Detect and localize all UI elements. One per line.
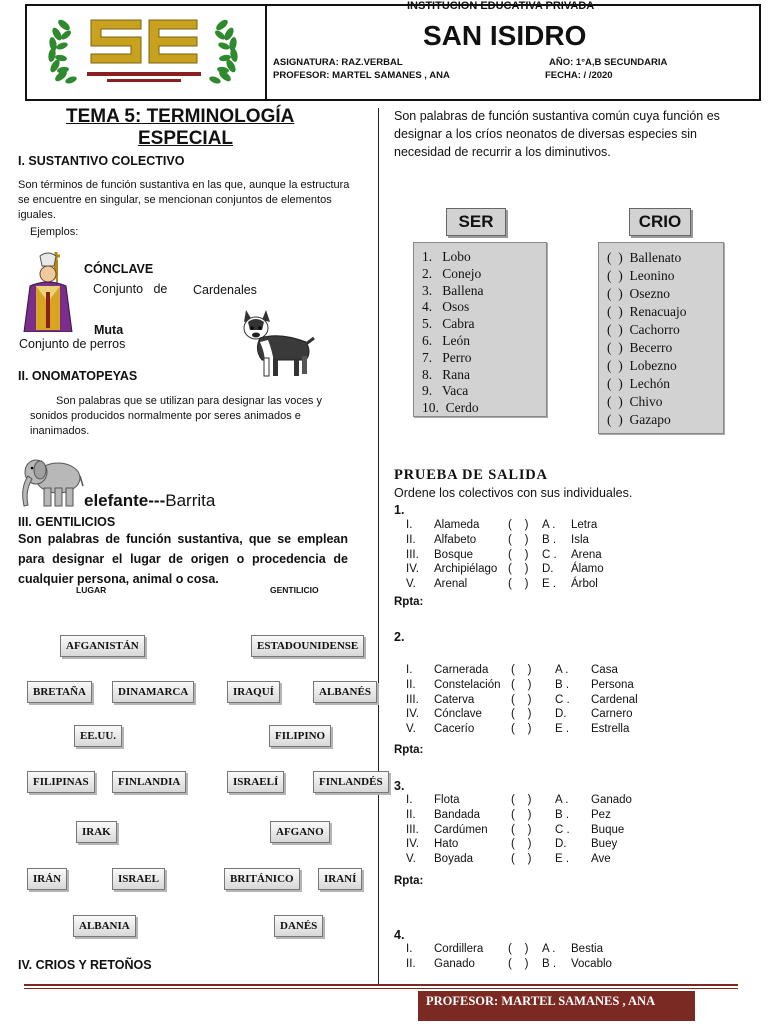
collective-word: Bandada xyxy=(434,808,481,821)
roman-numeral: II. xyxy=(406,678,416,691)
crio-item: ( ) Chivo xyxy=(607,394,663,409)
roman-numeral: I. xyxy=(406,943,413,955)
answer-blank: ( ) xyxy=(511,708,532,721)
gentilicio-box: DANÉS xyxy=(274,915,323,937)
example2-word: Muta xyxy=(94,323,124,337)
collective-word: Flota xyxy=(434,794,460,806)
individual-word: Ave xyxy=(591,853,611,866)
header-box xyxy=(25,0,761,101)
place-box: BRETAÑA xyxy=(27,681,92,703)
elephant-figure-icon xyxy=(18,454,84,510)
collective-word: Constelación xyxy=(434,678,501,691)
answer-blank: ( ) xyxy=(511,823,532,836)
example1-word: CÓNCLAVE xyxy=(84,262,154,276)
example1-definition-a: Conjunto de xyxy=(93,282,168,296)
answer-blank: ( ) xyxy=(511,838,532,851)
answer-blank: ( ) xyxy=(508,563,529,576)
answer-blank: ( ) xyxy=(511,664,532,676)
collective-word: Cónclave xyxy=(434,708,482,721)
answer-blank: ( ) xyxy=(511,693,532,706)
column-divider xyxy=(378,108,379,984)
roman-numeral: II. xyxy=(406,957,416,970)
roman-numeral: III. xyxy=(406,823,419,836)
section4-heading: IV. CRIOS Y RETOÑOS xyxy=(18,958,152,972)
answer-blank: ( ) xyxy=(508,578,529,591)
gentilicio-box: ALBANÉS xyxy=(313,681,377,703)
individual-word: Letra xyxy=(571,519,598,531)
collective-word: Hato xyxy=(434,838,459,851)
gentilicio-box: AFGANO xyxy=(270,821,330,843)
crio-item: ( ) Leonino xyxy=(607,268,675,283)
individual-word: Carnero xyxy=(591,708,633,721)
ser-item: 9. Vaca xyxy=(422,383,469,399)
footer-line-thin xyxy=(24,988,738,989)
ser-item: 6. León xyxy=(422,332,470,348)
option-letter: B . xyxy=(542,957,557,970)
individual-word: Estrella xyxy=(591,723,630,736)
option-letter: B . xyxy=(542,533,557,546)
gentilicio-box: FILIPINO xyxy=(269,725,331,747)
roman-numeral: I. xyxy=(406,519,413,531)
roman-numeral: II. xyxy=(406,808,416,821)
place-box: FILIPINAS xyxy=(27,771,95,793)
option-letter: B . xyxy=(555,678,570,691)
date-label: FECHA: / /2020 xyxy=(545,70,613,81)
onomatopoeia-example xyxy=(84,491,215,511)
roman-numeral: IV. xyxy=(406,708,420,721)
collective-word: Cardúmen xyxy=(434,823,488,836)
answer-blank: ( ) xyxy=(511,723,532,736)
year-label: AÑO: 1°A,B SECUNDARIA xyxy=(549,57,668,68)
school-type: INSTITUCION EDUCATIVA PRIVADA xyxy=(407,0,595,12)
ser-item: 10. Cerdo xyxy=(422,400,479,416)
roman-numeral: V. xyxy=(406,853,416,866)
crio-item: ( ) Gazapo xyxy=(607,412,671,427)
option-letter: D. xyxy=(555,708,567,721)
footer-teacher-banner: PROFESOR: MARTEL SAMANES , ANA xyxy=(418,991,695,1021)
collective-word: Cacerío xyxy=(434,723,475,736)
option-letter: E . xyxy=(542,578,557,591)
individual-word: Buey xyxy=(591,838,618,851)
examples-label: Ejemplos: xyxy=(30,226,79,238)
individual-word: Pez xyxy=(591,808,611,821)
option-letter: E . xyxy=(555,723,570,736)
individual-word: Buque xyxy=(591,823,625,836)
answer-blank: ( ) xyxy=(508,548,529,561)
individual-word: Isla xyxy=(571,533,589,546)
collective-word: Boyada xyxy=(434,853,474,866)
option-letter: A . xyxy=(542,519,556,531)
footer-line xyxy=(24,984,738,986)
crio-item: ( ) Cachorro xyxy=(607,322,680,337)
column-gentilicio-label: GENTILICIO xyxy=(270,585,319,595)
logo-emblem-icon xyxy=(27,6,263,99)
crio-item: ( ) Ballenato xyxy=(607,250,682,265)
place-box: IRAK xyxy=(76,821,117,843)
option-letter: D. xyxy=(555,838,567,851)
ser-item: 2. Conejo xyxy=(422,265,482,281)
place-box: DINAMARCA xyxy=(112,681,194,703)
answer-blank: ( ) xyxy=(511,794,532,806)
gentilicio-box: FINLANDÉS xyxy=(313,771,389,793)
answer-blank: ( ) xyxy=(511,853,532,866)
option-letter: C . xyxy=(555,823,570,836)
exercise-number: 3. xyxy=(394,779,405,793)
subject-label: ASIGNATURA: RAZ.VERBAL xyxy=(273,57,403,68)
individual-word: Cardenal xyxy=(591,693,638,706)
individual-word: Arena xyxy=(571,548,602,561)
section2-heading: II. ONOMATOPEYAS xyxy=(18,369,138,383)
individual-word: Casa xyxy=(591,664,618,676)
place-box: ALBANIA xyxy=(73,915,136,937)
answer-blank: ( ) xyxy=(508,519,529,531)
collective-word: Carnerada xyxy=(434,664,489,676)
roman-numeral: III. xyxy=(406,693,419,706)
gentilicio-box: BRITÁNICO xyxy=(224,868,300,890)
answer-label: Rpta: xyxy=(394,596,424,608)
crio-item: ( ) Lechón xyxy=(607,376,670,391)
answer-label: Rpta: xyxy=(394,875,424,887)
option-letter: A . xyxy=(555,794,569,806)
collective-word: Cordillera xyxy=(434,943,484,955)
topic-title-line2: ESPECIAL xyxy=(138,128,234,149)
crio-item: ( ) Osezno xyxy=(607,286,670,301)
exercise-number: 2. xyxy=(394,630,405,644)
option-letter: D. xyxy=(542,563,554,576)
gentilicio-box: IRANÍ xyxy=(318,868,362,890)
roman-numeral: V. xyxy=(406,723,416,736)
option-letter: B . xyxy=(555,808,570,821)
ser-item: 5. Cabra xyxy=(422,316,475,332)
section1-text: Son términos de función sustantiva en las que, aunque la estructura se encuentre en singular, se mencionan conjuntos de elementos iguales. xyxy=(18,179,350,221)
option-letter: C . xyxy=(555,693,570,706)
option-letter: A . xyxy=(542,943,556,955)
roman-numeral: II. xyxy=(406,533,416,546)
roman-numeral: III. xyxy=(406,548,419,561)
gentilicio-box: IRAQUÍ xyxy=(227,681,280,703)
cardinal-figure-icon xyxy=(16,252,84,332)
example2-definition: Conjunto de perros xyxy=(19,337,126,351)
section3-heading: III. GENTILICIOS xyxy=(18,515,116,529)
onomatopoeia-sound: Barrita xyxy=(165,491,216,510)
dog-figure-icon xyxy=(238,308,318,380)
place-box: FINLANDIA xyxy=(112,771,186,793)
gentilicio-box: ESTADOUNIDENSE xyxy=(251,635,364,657)
place-box: AFGANISTÁN xyxy=(60,635,145,657)
column-lugar-label: LUGAR xyxy=(76,585,107,595)
individual-word: Vocablo xyxy=(571,957,612,970)
ser-header: SER xyxy=(446,208,506,236)
ser-item: 8. Rana xyxy=(422,366,470,382)
ser-item: 4. Osos xyxy=(422,299,470,315)
crio-header: CRIO xyxy=(629,208,691,236)
crio-item: ( ) Renacuajo xyxy=(607,304,687,319)
gentilicio-box: ISRAELÍ xyxy=(227,771,284,793)
roman-numeral: I. xyxy=(406,794,413,806)
crio-item: ( ) Becerro xyxy=(607,340,673,355)
roman-numeral: IV. xyxy=(406,563,420,576)
option-letter: A . xyxy=(555,664,569,676)
place-box: EE.UU. xyxy=(74,725,122,747)
crio-list xyxy=(598,242,724,434)
answer-blank: ( ) xyxy=(508,533,529,546)
collective-word: Ganado xyxy=(434,957,475,970)
exercise-number: 1. xyxy=(394,503,405,517)
ser-item: 7. Perro xyxy=(422,349,472,365)
answer-label: Rpta: xyxy=(394,744,424,756)
option-letter: C . xyxy=(542,548,557,561)
roman-numeral: I. xyxy=(406,664,413,676)
crios-intro-text: Son palabras de función sustantiva común cuya función es designar a los críos neonatos de diversas especies sin necesidad de recurrir a los diminutivos. xyxy=(394,109,720,159)
collective-word: Archipiélago xyxy=(434,563,498,576)
individual-word: Persona xyxy=(591,678,634,691)
option-letter: E . xyxy=(555,853,570,866)
exercise-number: 4. xyxy=(394,928,405,942)
section1-heading: I. SUSTANTIVO COLECTIVO xyxy=(18,154,185,168)
individual-word: Ganado xyxy=(591,794,632,806)
individual-word: Álamo xyxy=(571,563,604,576)
section3-text: Son palabras de función sustantiva, que se emplean para designar el lugar de origen o procedencia de cualquier persona, animal o cosa. xyxy=(18,532,348,586)
collective-word: Caterva xyxy=(434,693,475,706)
onomatopoeia-animal: elefante--- xyxy=(84,491,166,510)
roman-numeral: IV. xyxy=(406,838,420,851)
collective-word: Alameda xyxy=(434,519,480,531)
individual-word: Bestia xyxy=(571,943,603,955)
answer-blank: ( ) xyxy=(508,943,529,955)
ser-item: 3. Ballena xyxy=(422,282,484,298)
teacher-label: PROFESOR: MARTEL SAMANES , ANA xyxy=(273,70,450,81)
individual-word: Árbol xyxy=(571,578,598,591)
place-box: ISRAEL xyxy=(112,868,165,890)
collective-word: Alfabeto xyxy=(434,533,477,546)
roman-numeral: V. xyxy=(406,578,416,591)
quiz-instructions: Ordene los colectivos con sus individuales. xyxy=(394,486,633,500)
quiz-title: PRUEBA DE SALIDA xyxy=(394,467,548,483)
school-logo xyxy=(27,6,267,99)
answer-blank: ( ) xyxy=(511,808,532,821)
school-name: SAN ISIDRO xyxy=(423,20,587,51)
topic-title-line1: TEMA 5: TERMINOLOGÍA xyxy=(66,106,295,127)
ser-list xyxy=(413,242,547,417)
collective-word: Arenal xyxy=(434,578,468,591)
section2-text: Son palabras que se utilizan para designar las voces y sonidos producidos normalmente por seres animados e inanimados. xyxy=(30,395,322,437)
place-box: IRÁN xyxy=(27,868,67,890)
answer-blank: ( ) xyxy=(508,957,529,970)
example1-definition-b: Cardenales xyxy=(193,283,257,297)
answer-blank: ( ) xyxy=(511,678,532,691)
crio-item: ( ) Lobezno xyxy=(607,358,677,373)
collective-word: Bosque xyxy=(434,548,474,561)
ser-item: 1. Lobo xyxy=(422,249,471,264)
